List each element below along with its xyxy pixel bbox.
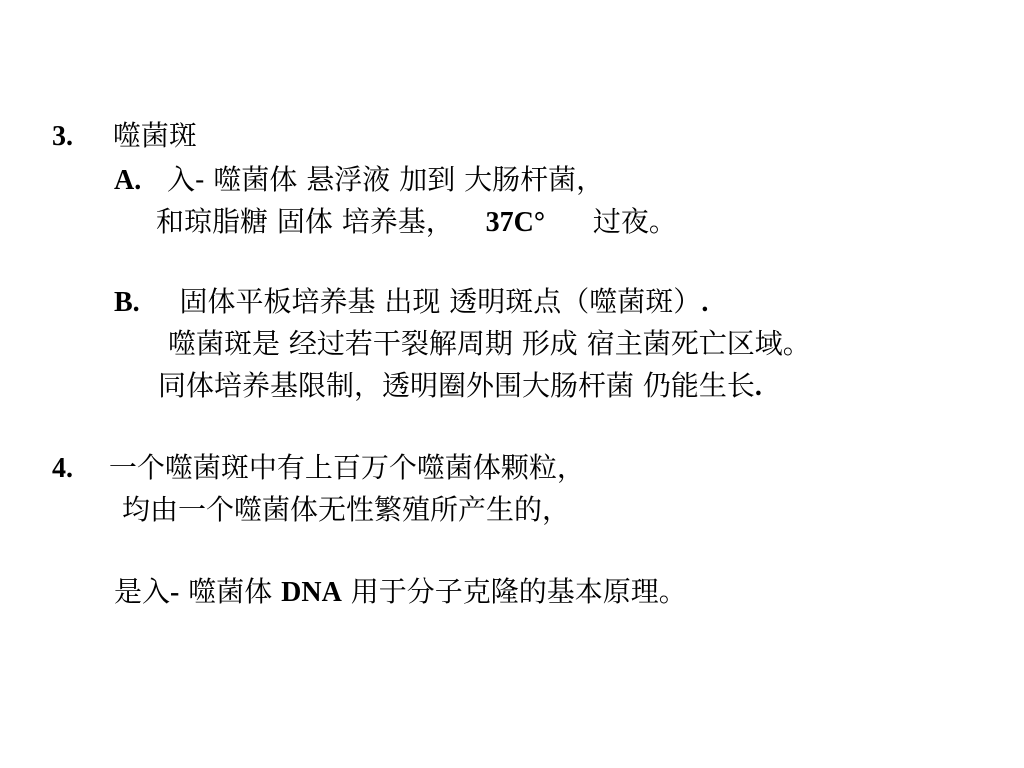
section-text: 是入 (114, 575, 171, 608)
section-4-line-3 (114, 574, 687, 611)
temperature-value: 37C° (485, 207, 546, 238)
item-text: 过夜。 (592, 205, 677, 238)
item-text: 噬菌斑是 经过若干裂解周期 形成 宿主菌死亡区域。 (168, 327, 811, 360)
item-a-line-1 (114, 162, 604, 199)
item-text: 固体平板培养基 出现 透明斑点（噬菌斑） (179, 285, 702, 318)
section-4-heading (52, 450, 585, 487)
item-text: 和琼脂糖 固体 培养基， (156, 205, 454, 238)
section-text: 均由一个噬菌体无性繁殖所产生的， (122, 493, 571, 526)
item-b-line-3 (158, 368, 762, 405)
section-number: 3. (52, 121, 73, 152)
section-3-heading (52, 118, 197, 155)
dash-mark: - (170, 577, 180, 608)
dna-term: DNA (281, 577, 342, 608)
section-text: 一个噬菌斑中有上百万个噬菌体颗粒， (108, 451, 585, 484)
item-period: . (701, 287, 709, 318)
item-text: 同体培养基限制，透明圈外围大肠杆菌 仍能生长 (158, 369, 755, 402)
item-a-line-2 (156, 204, 677, 241)
section-text: 用于分子克隆的基本原理。 (350, 575, 687, 608)
item-text: 入- 噬菌体 悬浮液 加到 大肠杆菌， (167, 163, 605, 196)
item-b-line-2 (168, 326, 811, 362)
section-title: 噬菌斑 (112, 119, 197, 152)
item-period: . (754, 371, 762, 402)
section-4-line-2 (122, 492, 570, 528)
item-letter: A. (114, 165, 142, 196)
section-text: 噬菌体 (188, 575, 273, 608)
section-number: 4. (52, 453, 73, 484)
item-letter: B. (114, 287, 140, 318)
item-b-line-1 (114, 284, 708, 321)
